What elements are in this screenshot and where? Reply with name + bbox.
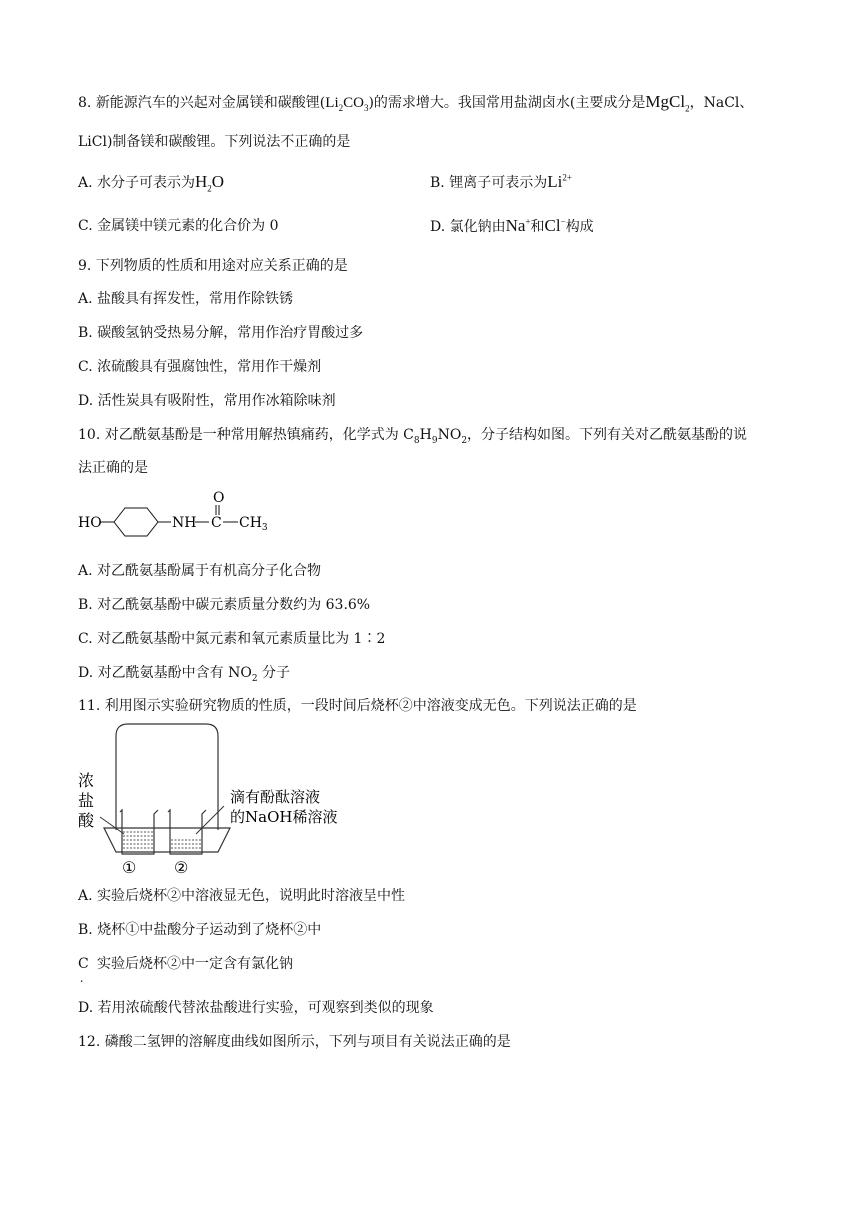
q10-stem-line1: 10. 对乙酰氨基酚是一种常用解热镇痛药，化学式为 $C_8H_9NO_2$，分子结构如图。下列有关对乙酰氨基酚的说 bbox=[78, 427, 748, 446]
q8-option-c: C. 金属镁中镁元素的化合价为 0 bbox=[78, 218, 279, 234]
q11-option-d: D. 若用浓硫酸代替浓盐酸进行实验，可观察到类似的现象 bbox=[78, 1000, 434, 1016]
q8-formula-li2co3: $Li_2CO_3$ bbox=[325, 95, 369, 113]
label-nong: 浓 bbox=[78, 771, 95, 790]
q10-option-c: C. 对乙酰氨基酚中氮元素和氧元素质量比为 1∶2 bbox=[78, 631, 386, 647]
q10-stem-line2: 法正确的是 bbox=[78, 460, 148, 476]
base-plate bbox=[104, 828, 230, 852]
label-yan: 盐 bbox=[78, 791, 95, 810]
q9-option-b: B. 碳酸氢钠受热易分解，常用作治疗胃酸过多 bbox=[78, 325, 364, 341]
q11-option-a: A. 实验后烧杯②中溶液显无色，说明此时溶液呈中性 bbox=[78, 888, 406, 904]
q9-stem: 9. 下列物质的性质和用途对应关系正确的是 bbox=[78, 258, 348, 274]
q8-number: 8. bbox=[78, 95, 92, 111]
beaker-2 bbox=[168, 810, 206, 854]
label-suan: 酸 bbox=[78, 811, 95, 830]
q10-structure-diagram bbox=[78, 486, 278, 542]
q8-formula-mgcl2: MgCl$_2$ bbox=[645, 92, 690, 114]
label-phenolphthalein: 滴有酚酞溶液 bbox=[230, 788, 321, 806]
q8-stem-line2: LiCl)制备镁和碳酸锂。下列说法不正确的是 bbox=[78, 134, 351, 150]
q9-option-c: C. 浓硫酸具有强腐蚀性，常用作干燥剂 bbox=[78, 359, 322, 375]
struct-nh: NH bbox=[172, 515, 197, 531]
q11-option-c: C. 实验后烧杯②中一定含有氯化钠 bbox=[78, 956, 293, 985]
q10-option-a: A. 对乙酰氨基酚属于有机高分子化合物 bbox=[78, 563, 322, 579]
benzene-ring bbox=[114, 508, 158, 536]
q8-stem-line1 bbox=[78, 93, 753, 112]
q10-option-d: D. 对乙酰氨基酚中含有 $NO_2$ 分子 bbox=[78, 665, 290, 684]
q8-option-b: B. 锂离子可表示为$Li^{2+}$ bbox=[430, 172, 572, 191]
q10-option-b: B. 对乙酰氨基酚中碳元素质量分数约为 63.6% bbox=[78, 597, 371, 613]
q11-apparatus-diagram bbox=[78, 722, 368, 878]
struct-ch3: $CH_3$ bbox=[239, 515, 268, 533]
struct-o: O bbox=[213, 490, 225, 506]
q8-text-c: ，NaCl、 bbox=[689, 95, 754, 111]
struct-c: C bbox=[211, 515, 222, 531]
q11-option-b: B. 烧杯①中盐酸分子运动到了烧杯②中 bbox=[78, 922, 322, 938]
label-beaker-1: ① bbox=[122, 858, 137, 877]
beaker-1 bbox=[120, 810, 158, 854]
q9-option-a: A. 盐酸具有挥发性，常用作除铁锈 bbox=[78, 291, 294, 307]
q8-option-d: D. 氯化钠由Na+和Cl−构成 bbox=[430, 216, 594, 235]
q9-option-d: D. 活性炭具有吸附性，常用作冰箱除味剂 bbox=[78, 393, 336, 409]
q12-stem: 12. 磷酸二氢钾的溶解度曲线如图所示，下列与项目有关说法正确的是 bbox=[78, 1034, 511, 1050]
label-naoh: 的NaOH稀溶液 bbox=[230, 808, 338, 826]
q11-stem: 11. 利用图示实验研究物质的性质，一段时间后烧杯②中溶液变成无色。下列说法正确的是 bbox=[78, 698, 637, 714]
struct-ho: HO bbox=[78, 515, 102, 531]
label-beaker-2: ② bbox=[174, 858, 189, 877]
q8-text-b: )的需求增大。我国常用盐湖卤水(主要成分是 bbox=[368, 95, 646, 111]
q8-text-a: 新能源汽车的兴起对金属镁和碳酸锂( bbox=[95, 95, 326, 111]
q8-option-a: A. 水分子可表示为$H_2O$ bbox=[78, 172, 225, 194]
